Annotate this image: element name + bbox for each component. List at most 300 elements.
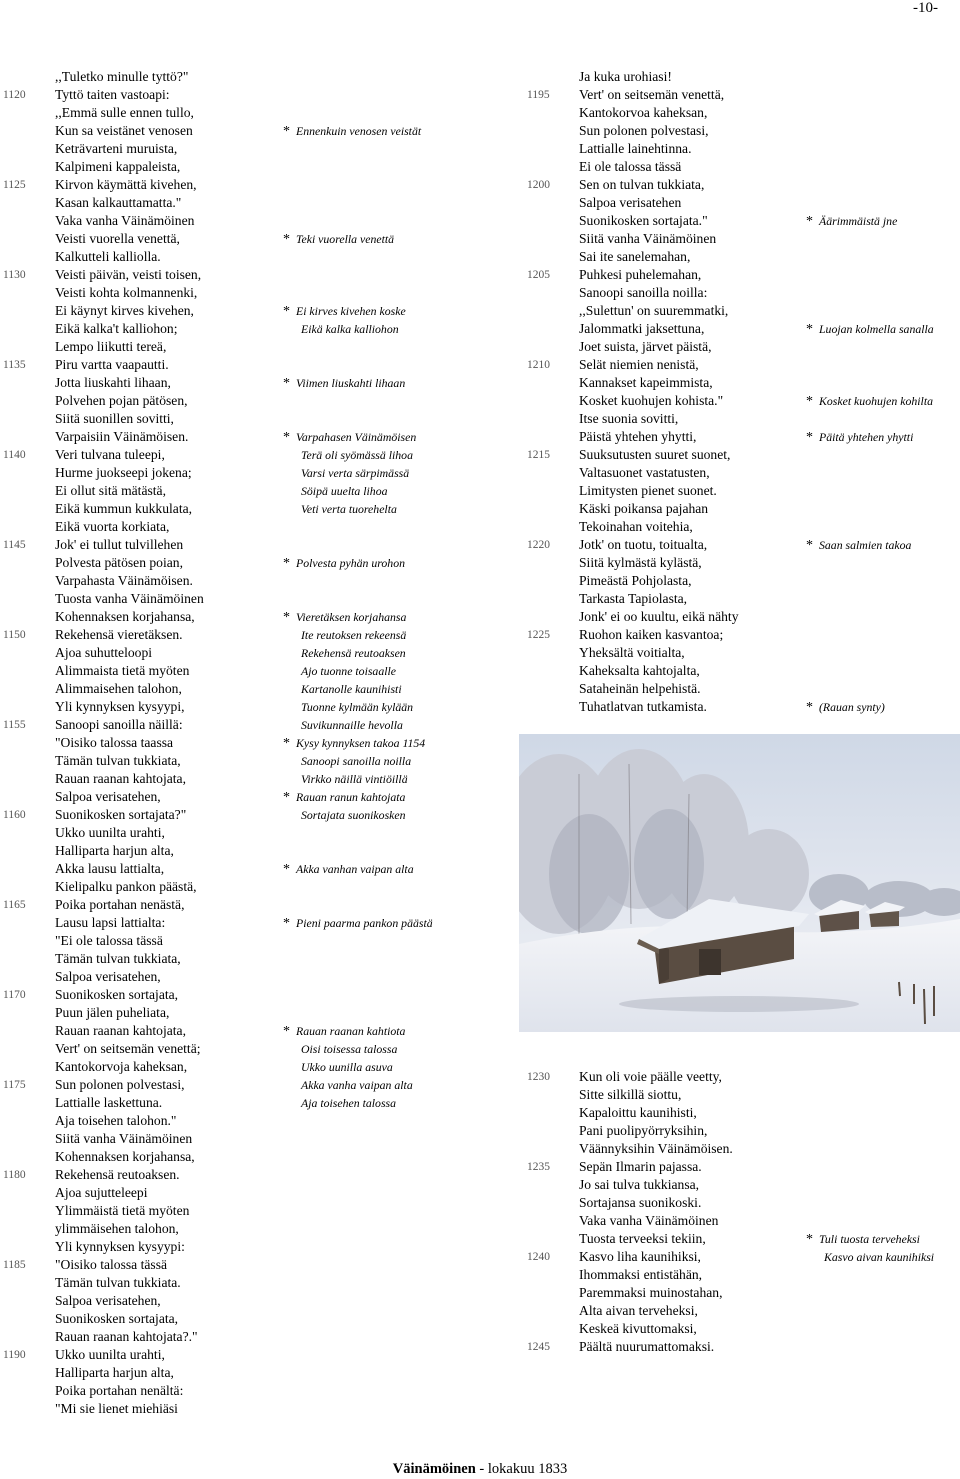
variant-note-text: Kartanolle kaunihisti <box>301 682 402 696</box>
verse-text: Rekehensä vieretäksen. <box>55 627 183 642</box>
verse-text: Tuosta terveeksi tekiin, <box>579 1231 706 1246</box>
verse-line <box>579 608 739 626</box>
verse-text: Alta aivan terveheksi, <box>579 1303 698 1318</box>
verse-line <box>55 392 204 410</box>
line-number: 1130 <box>3 269 26 281</box>
verse-line <box>55 914 433 932</box>
variant-note-text: Sanoopi sanoilla noilla <box>301 754 412 768</box>
verse-text: Sun polonen polvestasi, <box>55 1077 185 1092</box>
verse-text: Jonk' ei oo kuultu, eikä nähty <box>579 609 739 624</box>
verse-line <box>55 842 204 860</box>
verse-text: ,,Tuletko minulle tyttö?" <box>55 69 189 84</box>
variant-note <box>283 1022 405 1041</box>
footer-title: Väinämöinen <box>392 1461 476 1477</box>
variant-note <box>283 662 396 680</box>
variant-note <box>283 770 408 788</box>
verse-line <box>3 266 204 284</box>
asterisk-mark: * <box>283 736 290 751</box>
asterisk-mark: * <box>806 538 813 553</box>
verse-text: Suonikosken sortajata." <box>579 213 708 228</box>
verse-line <box>55 1400 204 1418</box>
variant-note <box>283 914 433 933</box>
variant-note <box>283 716 403 734</box>
verse-line <box>55 302 406 320</box>
line-number: 1235 <box>527 1161 550 1173</box>
line-number: 1220 <box>527 539 550 551</box>
variant-note-text: Kasvo aivan kaunihiksi <box>824 1250 935 1264</box>
verse-text: Aja toisehen talohon." <box>55 1113 177 1128</box>
verse-line <box>579 554 739 572</box>
verse-text: Lempo liikutti tereä, <box>55 339 167 354</box>
variant-note-text: Suvikunnaille hevolla <box>301 718 403 732</box>
asterisk-mark: * <box>283 862 290 877</box>
verse-line <box>55 482 388 500</box>
verse-text: Suonikosken sortajata, <box>55 987 179 1002</box>
verse-line <box>55 734 426 752</box>
asterisk-mark: * <box>283 610 290 625</box>
verse-line <box>3 1256 204 1274</box>
verse-text: Siitä suonillen sovitti, <box>55 411 174 426</box>
verse-text: Kasan kalkauttamatta." <box>55 195 182 210</box>
verse-line <box>3 1166 204 1184</box>
verse-line <box>579 212 898 230</box>
verse-text: Pimeästä Pohjolasta, <box>579 573 692 588</box>
variant-note-text: Polvesta pyhän urohon <box>296 556 405 570</box>
verse-text: Polvesta pätösen poian, <box>55 555 183 570</box>
verse-text: Vert' on seitsemän venettä, <box>579 87 725 102</box>
verse-text: Sanoopi sanoilla noilla: <box>579 285 708 300</box>
verse-line <box>579 1320 733 1338</box>
variant-note-text: Ukko uunilla asuva <box>301 1060 393 1074</box>
verse-line <box>579 482 739 500</box>
line-number: 1145 <box>3 539 26 551</box>
verse-line <box>55 212 204 230</box>
winter-village-photo <box>519 734 960 1032</box>
verse-text: Varpahasta Väinämöisen. <box>55 573 193 588</box>
verse-line <box>55 68 204 86</box>
verse-text: Alimmaisehen talohon, <box>55 681 182 696</box>
verse-line <box>55 1112 204 1130</box>
verse-text: Sitte silkillä siottu, <box>579 1087 682 1102</box>
variant-note <box>283 482 388 500</box>
verse-line <box>3 716 403 734</box>
variant-note <box>283 500 397 518</box>
verse-line <box>55 122 422 140</box>
verse-line <box>55 104 204 122</box>
verse-text: Kapaloittu kaunihisti, <box>579 1105 697 1120</box>
left-poem-column <box>3 68 433 1418</box>
verse-line <box>55 338 204 356</box>
page-number: -10- <box>913 0 938 16</box>
verse-line <box>3 626 407 644</box>
asterisk-mark: * <box>283 916 290 931</box>
verse-line <box>55 860 414 878</box>
verse-line <box>527 356 739 374</box>
verse-line <box>579 140 739 158</box>
verse-text: Ukko uunilta urahti, <box>55 825 165 840</box>
variant-note <box>283 446 413 464</box>
variant-note <box>283 320 399 338</box>
variant-note <box>806 212 897 231</box>
verse-text: Sun polonen polvestasi, <box>579 123 709 138</box>
verse-text: Kalkutteli kalliolla. <box>55 249 161 264</box>
verse-text: Tarkasta Tapiolasta, <box>579 591 688 606</box>
verse-text: Joet suista, järvet päistä, <box>579 339 712 354</box>
verse-line <box>579 248 739 266</box>
line-number: 1215 <box>527 449 550 461</box>
verse-line <box>55 500 397 518</box>
variant-note-text: Rauan ranun kahtojata <box>296 790 406 804</box>
verse-line <box>55 1292 204 1310</box>
verse-line <box>55 158 204 176</box>
verse-text: Kielipalku pankon päästä, <box>55 879 197 894</box>
verse-line <box>55 554 405 572</box>
line-number: 1200 <box>527 179 550 191</box>
verse-line <box>55 518 204 536</box>
variant-note-text: Saan salmien takoa <box>819 538 912 552</box>
verse-text: Siitä kylmästä kylästä, <box>579 555 702 570</box>
verse-text: Rauan raanan kahtojata?." <box>55 1329 198 1344</box>
verse-line <box>55 1238 204 1256</box>
verse-text: Sanoopi sanoilla näillä: <box>55 717 183 732</box>
asterisk-mark: * <box>283 232 290 247</box>
right-poem-column-top <box>527 68 934 716</box>
variant-note-text: Vieretäksen korjahansa <box>296 610 407 624</box>
verse-line <box>527 446 739 464</box>
variant-note <box>283 806 406 824</box>
verse-text: Ukko uunilta urahti, <box>55 1347 165 1362</box>
page-footer <box>0 1461 960 1478</box>
verse-text: Poika portahan nenästä, <box>55 897 185 912</box>
verse-line <box>55 590 204 608</box>
verse-line <box>527 626 739 644</box>
variant-note-text: Kysy kynnyksen takoa 1154 <box>296 736 426 750</box>
line-number: 1245 <box>527 1341 550 1353</box>
verse-text: ,,Sulettun' on suuremmatki, <box>579 303 729 318</box>
variant-note <box>283 644 406 662</box>
verse-line <box>55 1382 204 1400</box>
verse-line <box>55 1220 204 1238</box>
verse-text: Halliparta harjun alta, <box>55 843 174 858</box>
verse-line <box>55 1040 398 1058</box>
verse-line <box>579 518 739 536</box>
verse-text: Salpoa verisatehen, <box>55 789 161 804</box>
verse-line <box>579 1284 733 1302</box>
variant-note-text: Tuli tuosta terveheksi <box>819 1232 920 1246</box>
verse-text: Kosket kuohujen kohista." <box>579 393 724 408</box>
verse-text: Veisti päivän, veisti toisen, <box>55 267 202 282</box>
variant-note-text: Viimen liuskahti lihaan <box>296 376 406 390</box>
line-number: 1205 <box>527 269 550 281</box>
asterisk-mark: * <box>283 430 290 445</box>
verse-text: Pani puolipyörryksihin, <box>579 1123 708 1138</box>
verse-line <box>55 464 410 482</box>
verse-line <box>527 176 739 194</box>
line-number: 1225 <box>527 629 550 641</box>
verse-line <box>579 320 934 338</box>
verse-line <box>55 410 204 428</box>
verse-text: Veisti vuorella venettä, <box>55 231 180 246</box>
verse-line <box>3 986 204 1004</box>
variant-note-text: Oisi toisessa talossa <box>301 1042 398 1056</box>
verse-text: "Oisiko talossa tässä <box>55 1257 168 1272</box>
verse-line <box>579 104 739 122</box>
verse-line <box>55 248 204 266</box>
line-number: 1120 <box>3 89 26 101</box>
variant-note <box>283 752 411 770</box>
variant-note-text: Söipä uuelta lihoa <box>301 484 388 498</box>
verse-text: Jo sai tulva tukkiansa, <box>579 1177 700 1192</box>
variant-note <box>806 1248 934 1266</box>
asterisk-mark: * <box>283 304 290 319</box>
variant-note-text: Sortajata suonikosken <box>301 808 406 822</box>
verse-text: Polvehen pojan pätösen, <box>55 393 188 408</box>
verse-text: Jotta liuskahti lihaan, <box>55 375 171 390</box>
line-number: 1210 <box>527 359 550 371</box>
verse-text: Poika portahan nenältä: <box>55 1383 184 1398</box>
verse-text: Vaka vanha Väinämöinen <box>55 213 195 228</box>
variant-note-text: Akka vanhan vaipan alta <box>296 862 414 876</box>
verse-line <box>55 788 406 806</box>
verse-text: Valtasuonet vastatusten, <box>579 465 710 480</box>
verse-text: Suuksutusten suuret suonet, <box>579 447 731 462</box>
verse-line <box>3 536 204 554</box>
variant-note <box>283 608 406 627</box>
verse-line <box>55 770 408 788</box>
verse-line <box>527 1338 733 1356</box>
verse-line <box>579 338 739 356</box>
variant-note <box>283 464 409 482</box>
verse-line <box>579 1230 920 1248</box>
verse-line <box>55 1148 204 1166</box>
verse-text: Keskeä kivuttomaksi, <box>579 1321 697 1336</box>
verse-line <box>579 572 739 590</box>
variant-note-text: Tuonne kylmään kylään <box>301 700 414 714</box>
asterisk-mark: * <box>283 790 290 805</box>
verse-line <box>3 86 204 104</box>
verse-text: Piru vartta vaapautti. <box>55 357 169 372</box>
verse-line <box>579 1140 733 1158</box>
verse-line <box>55 284 204 302</box>
variant-note <box>283 698 413 716</box>
verse-text: Limitysten pienet suonet. <box>579 483 717 498</box>
verse-line <box>55 680 402 698</box>
verse-text: Yli kynnyksen kysyypi: <box>55 1239 185 1254</box>
variant-note <box>283 860 414 879</box>
verse-text: Paremmaksi muinostahan, <box>579 1285 723 1300</box>
verse-text: "Ei ole talossa tässä <box>55 933 163 948</box>
verse-text: Päältä nuurumattomaksi. <box>579 1339 715 1354</box>
footer-subtitle: - lokakuu 1833 <box>475 1461 568 1477</box>
verse-text: Lattialle laskettuna. <box>55 1095 163 1110</box>
verse-text: Kantokorvoa kaheksan, <box>579 105 708 120</box>
variant-note-text: Ennenkuin venosen veistät <box>296 124 422 138</box>
verse-line <box>579 68 739 86</box>
line-number: 1150 <box>3 629 26 641</box>
variant-note-text: Teki vuorella venettä <box>296 232 395 246</box>
verse-line <box>579 662 739 680</box>
variant-note <box>283 1040 397 1058</box>
verse-text: ,,Emmä sulle ennen tullo, <box>55 105 194 120</box>
verse-text: Väännyksihin Väinämöisen. <box>579 1141 733 1156</box>
verse-line <box>579 1086 733 1104</box>
verse-line <box>55 950 204 968</box>
variant-note <box>283 1058 393 1076</box>
asterisk-mark: * <box>806 1232 813 1247</box>
verse-text: Yheksältä voitialta, <box>579 645 685 660</box>
verse-line <box>55 230 395 248</box>
verse-text: Sai ite sanelemahan, <box>579 249 691 264</box>
verse-line <box>579 122 739 140</box>
variant-note-text: Terä oli syömässä lihoa <box>301 448 413 462</box>
verse-line <box>55 1004 204 1022</box>
verse-text: Ei käynyt kirves kivehen, <box>55 303 194 318</box>
verse-line <box>55 374 406 392</box>
verse-text: Veri tulvana tuleepi, <box>55 447 165 462</box>
asterisk-mark: * <box>806 394 813 409</box>
verse-text: ylimmäisehen talohon, <box>55 1221 179 1236</box>
verse-line <box>579 410 739 428</box>
variant-note <box>283 374 405 393</box>
verse-text: Tuhatlatvan tutkamista. <box>579 699 707 714</box>
line-number: 1230 <box>527 1071 550 1083</box>
verse-line <box>579 464 739 482</box>
verse-text: Suonikosken sortajata?" <box>55 807 187 822</box>
line-number: 1140 <box>3 449 26 461</box>
verse-text: Selät niemien nenistä, <box>579 357 699 372</box>
verse-line <box>3 1346 204 1364</box>
verse-line <box>55 1274 204 1292</box>
verse-line <box>55 968 204 986</box>
variant-note-text: Veti verta tuorehelta <box>301 502 397 516</box>
verse-line <box>579 392 934 410</box>
variant-note <box>806 536 911 555</box>
verse-line <box>3 806 406 824</box>
verse-text: Kirvon käymättä kivehen, <box>55 177 197 192</box>
verse-text: Siitä vanha Väinämöinen <box>579 231 717 246</box>
variant-note <box>806 698 885 717</box>
asterisk-mark: * <box>283 1024 290 1039</box>
line-number: 1170 <box>3 989 26 1001</box>
verse-text: Suonikosken sortajata, <box>55 1311 179 1326</box>
verse-text: Vaka vanha Väinämöinen <box>579 1213 719 1228</box>
verse-line <box>3 896 204 914</box>
verse-line <box>55 824 204 842</box>
verse-line <box>55 140 204 158</box>
verse-text: Itse suonia sovitti, <box>579 411 679 426</box>
verse-line <box>579 698 885 716</box>
variant-note-text: Ite reutoksen rekeensä <box>301 628 407 642</box>
verse-line <box>579 500 739 518</box>
verse-text: Halliparta harjun alta, <box>55 1365 174 1380</box>
verse-line <box>55 1130 204 1148</box>
verse-text: Tuosta vanha Väinämöinen <box>55 591 204 606</box>
line-number: 1155 <box>3 719 26 731</box>
variant-note <box>283 1076 413 1094</box>
verse-text: Jok' ei tullut tulvillehen <box>55 537 184 552</box>
line-number: 1175 <box>3 1079 26 1091</box>
verse-text: Kun oli voie päälle veetty, <box>579 1069 722 1084</box>
verse-text: Sen on tulvan tukkiata, <box>579 177 705 192</box>
verse-line <box>579 230 739 248</box>
verse-line <box>55 1022 406 1040</box>
verse-text: "Mi sie lienet miehiäsi <box>55 1401 178 1416</box>
variant-note <box>283 122 421 141</box>
line-number: 1160 <box>3 809 26 821</box>
verse-line <box>527 1248 935 1266</box>
verse-text: Kohennaksen korjahansa, <box>55 609 195 624</box>
line-number: 1125 <box>3 179 26 191</box>
verse-text: Ihommaksi entistähän, <box>579 1267 703 1282</box>
verse-text: Tyttö taiten vastoapi: <box>55 87 170 102</box>
variant-note <box>283 554 405 573</box>
verse-line <box>527 1158 733 1176</box>
asterisk-mark: * <box>283 376 290 391</box>
verse-line <box>579 284 739 302</box>
verse-line <box>55 1202 204 1220</box>
verse-line <box>579 644 739 662</box>
verse-text: Ei ole talossa tässä <box>579 159 682 174</box>
verse-text: Ei ollut sitä mätästä, <box>55 483 166 498</box>
verse-text: Hurme juokseepi jokena; <box>55 465 192 480</box>
verse-text: Salpoa verisatehen, <box>55 1293 161 1308</box>
verse-text: Päistä yhtehen yhytti, <box>579 429 697 444</box>
variant-note-text: Rekehensä reutoaksen <box>301 646 406 660</box>
line-number: 1190 <box>3 1349 26 1361</box>
asterisk-mark: * <box>806 214 813 229</box>
line-number: 1240 <box>527 1251 550 1263</box>
variant-note-text: Pieni paarma pankon päästä <box>296 916 433 930</box>
verse-text: Jotk' on tuotu, toitualta, <box>579 537 708 552</box>
verse-text: Kannakset kapeimmista, <box>579 375 713 390</box>
verse-line <box>579 1266 733 1284</box>
variant-note <box>806 428 913 447</box>
verse-text: Ajoa suhutteloopi <box>55 645 153 660</box>
variant-note-text: Äärimmäistä jne <box>819 214 898 228</box>
verse-text: Puhkesi puhelemahan, <box>579 267 702 282</box>
verse-line <box>527 86 739 104</box>
verse-text: Vert' on seitsemän venettä; <box>55 1041 201 1056</box>
verse-text: Salpoa verisatehen <box>579 195 682 210</box>
verse-line <box>3 446 413 464</box>
verse-text: Kantokorvoja kaheksan, <box>55 1059 188 1074</box>
verse-text: Eikä vuorta korkiata, <box>55 519 170 534</box>
verse-line <box>579 1212 733 1230</box>
verse-line <box>55 644 406 662</box>
verse-text: Eikä kummun kukkulata, <box>55 501 193 516</box>
verse-text: Kohennaksen korjahansa, <box>55 1149 195 1164</box>
verse-line <box>55 1310 204 1328</box>
verse-line <box>55 1184 204 1202</box>
verse-line <box>55 752 412 770</box>
verse-text: Ajoa sujutteleepi <box>55 1185 148 1200</box>
verse-text: Lausu lapsi lattialta: <box>55 915 166 930</box>
verse-text: Sataheinän helpehistä. <box>579 681 701 696</box>
variant-note <box>283 680 402 698</box>
variant-note-text: Virkko näillä vintiöillä <box>301 772 408 786</box>
verse-text: Siitä vanha Väinämöinen <box>55 1131 193 1146</box>
verse-line <box>579 428 914 446</box>
variant-note <box>283 230 394 249</box>
right-poem-column-bottom <box>527 1068 935 1356</box>
verse-text: Ja kuka urohiasi! <box>579 69 672 84</box>
verse-line <box>55 1328 204 1346</box>
verse-text: Kaheksalta kahtojalta, <box>579 663 700 678</box>
variant-note-text: Aja toisehen talossa <box>301 1096 397 1110</box>
verse-line <box>579 1194 733 1212</box>
verse-line <box>55 662 397 680</box>
verse-text: Sepän Ilmarin pajassa. <box>579 1159 702 1174</box>
